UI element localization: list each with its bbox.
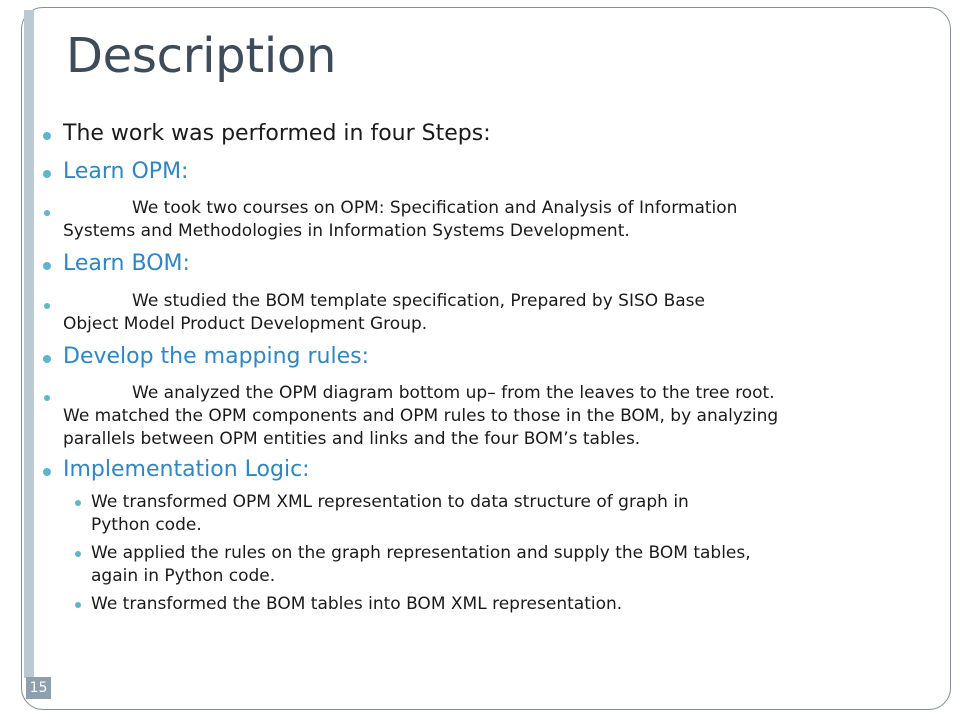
step-text-line: We matched the OPM components and OPM rules to those in the BOM, by analyzing	[63, 406, 779, 426]
bullet-icon	[44, 303, 50, 309]
bullet-icon	[43, 262, 51, 270]
sub-item-text: again in Python code.	[91, 566, 276, 586]
bullet-icon	[43, 355, 51, 363]
sub-item-text: Python code.	[91, 515, 202, 535]
bullet-icon	[75, 602, 81, 608]
slide-number: 15	[26, 677, 51, 699]
step-text-line: We analyzed the OPM diagram bottom up– from the leaves to the tree root.	[132, 383, 775, 403]
step-heading-implementation-logic: Implementation Logic:	[63, 457, 310, 482]
sub-item-text: We applied the rules on the graph representation and supply the BOM tables,	[91, 543, 751, 563]
step-text-line: parallels between OPM entities and links and the four BOM’s tables.	[63, 429, 641, 449]
bullet-icon	[43, 132, 51, 140]
sub-item-text: We transformed OPM XML representation to data structure of graph in	[91, 492, 689, 512]
bullet-icon	[43, 468, 51, 476]
step-text-line: We took two courses on OPM: Specification and Analysis of Information	[132, 198, 738, 218]
bullet-icon	[44, 210, 50, 216]
intro-text: The work was performed in four Steps:	[63, 121, 491, 146]
step-heading-learn-opm: Learn OPM:	[63, 159, 189, 184]
slide-title: Description	[66, 28, 337, 84]
bullet-icon	[75, 551, 81, 557]
bullet-icon	[75, 500, 81, 506]
step-heading-learn-bom: Learn BOM:	[63, 251, 190, 276]
step-text-line: We studied the BOM template specification, Prepared by SISO Base	[132, 291, 705, 311]
step-text-line: Object Model Product Development Group.	[63, 314, 428, 334]
bullet-icon	[43, 170, 51, 178]
bullet-icon	[44, 395, 50, 401]
step-text-line: Systems and Methodologies in Information Systems Development.	[63, 221, 630, 241]
step-heading-mapping-rules: Develop the mapping rules:	[63, 344, 370, 369]
sub-item-text: We transformed the BOM tables into BOM XML representation.	[91, 594, 623, 614]
